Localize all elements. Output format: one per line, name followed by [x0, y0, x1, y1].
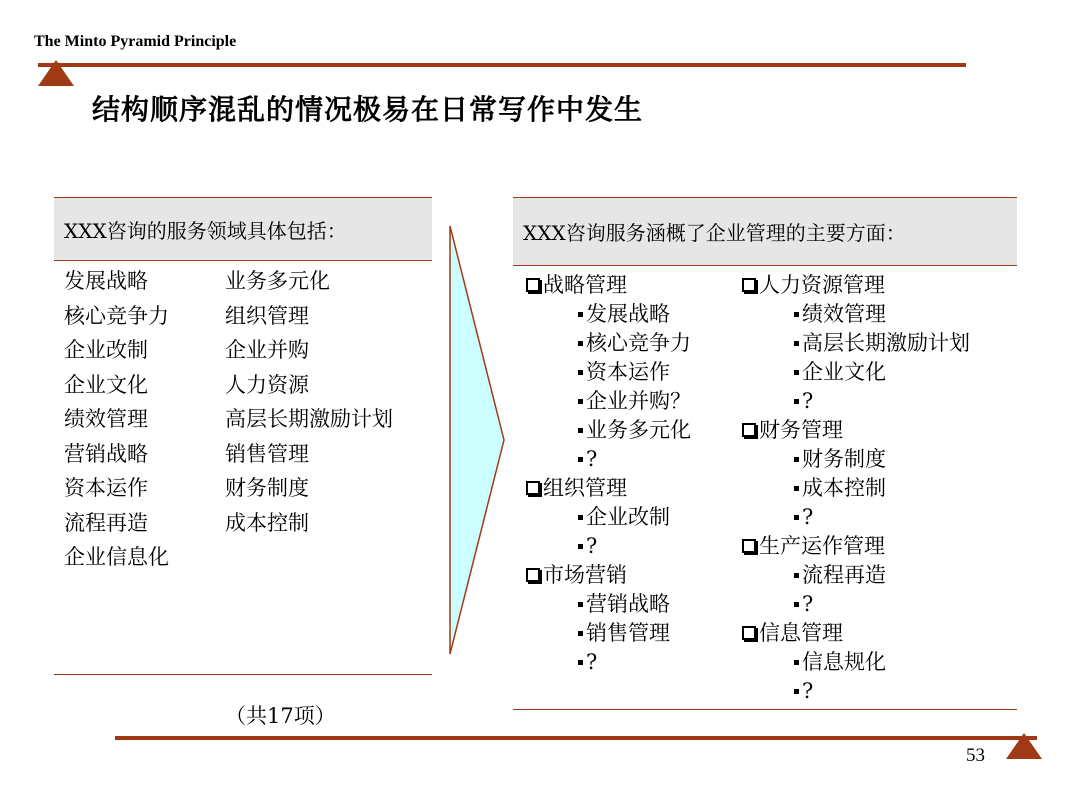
bullet-icon — [794, 486, 799, 491]
list-item: ? — [742, 503, 970, 532]
right-arrow-icon — [440, 222, 512, 658]
item-count-note: （共17项） — [225, 704, 336, 728]
category-marketing: 市场营销 — [526, 561, 691, 590]
left-box-heading — [54, 197, 432, 261]
checkbox-icon — [742, 626, 756, 640]
list-item: 高层长期激励计划 — [225, 407, 393, 431]
page-number: 53 — [966, 745, 985, 766]
right-box-heading — [513, 197, 1017, 266]
bullet-icon — [794, 312, 799, 317]
category-production: 生产运作管理 — [742, 532, 970, 561]
slide-title: 结构顺序混乱的情况极易在日常写作中发生 — [92, 93, 644, 126]
bullet-icon — [578, 341, 583, 346]
bullet-icon — [578, 399, 583, 404]
bullet-icon — [794, 399, 799, 404]
list-item: 信息规化 — [742, 648, 970, 677]
list-item: 高层长期激励计划 — [742, 329, 970, 358]
bottom-rule — [115, 736, 1037, 740]
list-item: 成本控制 — [225, 510, 309, 535]
list-item: 企业并购 — [225, 338, 309, 362]
list-item: 组织管理 — [225, 303, 309, 328]
list-item: 企业改制 — [64, 338, 148, 362]
list-item: 企业信息化 — [64, 545, 169, 569]
checkbox-icon — [742, 278, 756, 292]
checkbox-icon — [742, 539, 756, 553]
list-item: 成本控制 — [742, 474, 970, 503]
checkbox-icon — [526, 568, 540, 582]
right-box-bottom-rule — [513, 709, 1017, 710]
bullet-icon — [794, 689, 799, 694]
list-item: 财务制度 — [742, 445, 970, 474]
bullet-icon — [578, 515, 583, 520]
list-item: 绩效管理 — [64, 407, 148, 431]
checkbox-icon — [742, 423, 756, 437]
list-item: 销售管理 — [225, 441, 309, 466]
list-item: 流程再造 — [742, 561, 970, 590]
list-item: ? — [526, 648, 691, 677]
bullet-icon — [578, 457, 583, 462]
bullet-icon — [794, 660, 799, 665]
list-item: ? — [526, 445, 691, 474]
bullet-icon — [578, 602, 583, 607]
left-column-1 — [64, 264, 169, 575]
bullet-icon — [578, 312, 583, 317]
checkbox-icon — [526, 481, 540, 495]
list-item: ? — [742, 590, 970, 619]
left-column-2 — [225, 264, 393, 540]
category-organization: 组织管理 — [526, 474, 691, 503]
list-item: 核心竞争力 — [64, 303, 169, 328]
right-column-2 — [742, 271, 970, 706]
bullet-icon — [578, 428, 583, 433]
list-item: 资本运作 — [526, 358, 691, 387]
list-item: ? — [742, 677, 970, 706]
category-finance: 财务管理 — [742, 416, 970, 445]
checkbox-icon — [526, 278, 540, 292]
list-item: 资本运作 — [64, 476, 148, 500]
right-column-1 — [526, 271, 691, 677]
book-title: The Minto Pyramid Principle — [34, 33, 237, 50]
top-rule — [38, 63, 966, 67]
bullet-icon — [794, 602, 799, 607]
list-item: 企业改制 — [526, 503, 691, 532]
bullet-icon — [794, 457, 799, 462]
list-item: 业务多元化 — [225, 269, 330, 293]
left-box-heading-text: XXX咨询的服务领域具体包括： — [64, 218, 347, 243]
bullet-icon — [578, 631, 583, 636]
list-item: 营销战略 — [64, 441, 148, 466]
bullet-icon — [578, 544, 583, 549]
bullet-icon — [578, 660, 583, 665]
right-box-heading-text: XXX咨询服务涵概了企业管理的主要方面： — [523, 221, 906, 245]
list-item: 核心竞争力 — [526, 329, 691, 358]
list-item: 流程再造 — [64, 510, 148, 535]
category-strategy: 战略管理 — [526, 271, 691, 300]
bullet-icon — [578, 370, 583, 375]
bottom-triangle-icon — [1006, 733, 1042, 759]
bullet-icon — [794, 341, 799, 346]
left-box-bottom-rule — [54, 674, 432, 675]
list-item: 企业并购？ — [526, 387, 691, 416]
bullet-icon — [794, 573, 799, 578]
list-item: 绩效管理 — [742, 300, 970, 329]
list-item: 发展战略 — [526, 300, 691, 329]
list-item: 销售管理 — [526, 619, 691, 648]
list-item: ? — [742, 387, 970, 416]
list-item: 营销战略 — [526, 590, 691, 619]
list-item: 发展战略 — [64, 269, 148, 293]
list-item: 业务多元化 — [526, 416, 691, 445]
list-item: 人力资源 — [225, 372, 309, 397]
list-item: ? — [526, 532, 691, 561]
category-hr: 人力资源管理 — [742, 271, 970, 300]
list-item: 企业文化 — [742, 358, 970, 387]
category-information: 信息管理 — [742, 619, 970, 648]
bullet-icon — [794, 515, 799, 520]
list-item: 企业文化 — [64, 372, 148, 397]
bullet-icon — [794, 370, 799, 375]
list-item: 财务制度 — [225, 476, 309, 500]
